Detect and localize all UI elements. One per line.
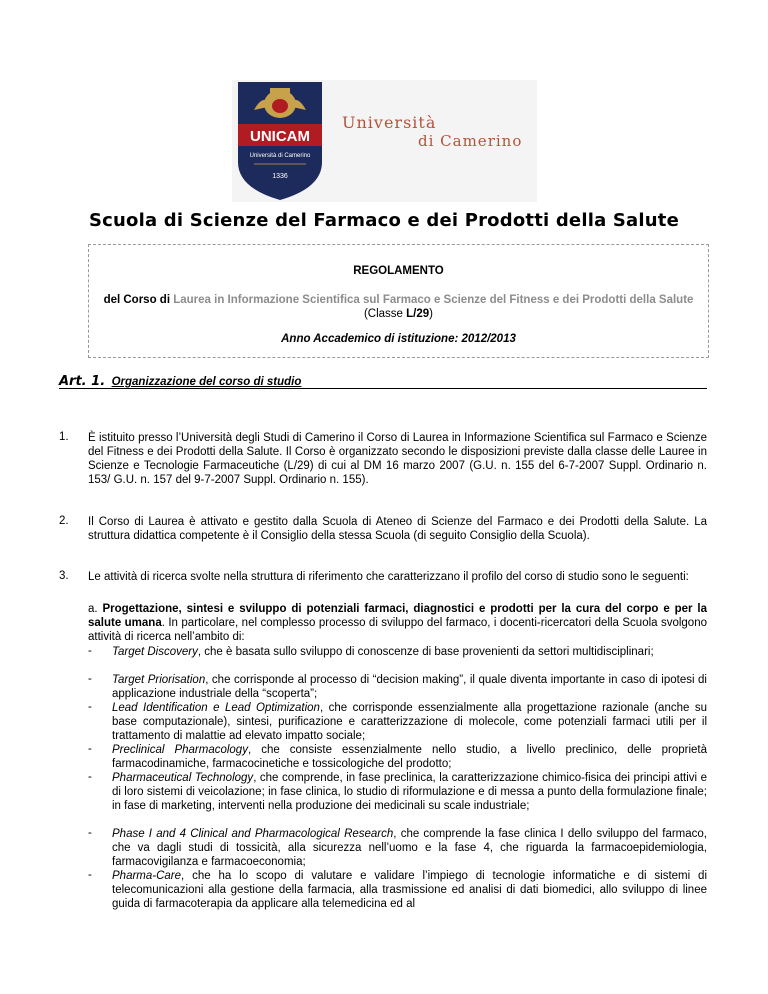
subsection-a [88,602,707,644]
article-title: Organizzazione del corso di studio [111,376,302,388]
item-text: , che corrisponde al processo di “decision making”, il quale diventa importante in caso di ipotesi di applicazione industriale della “scoperta”; [112,674,707,700]
subsection-bold-text: Progettazione, sintesi e sviluppo di potenziali farmaci, diagnostici e prodotti per la cura del corpo e per la salute umana [88,603,707,629]
article-heading [59,372,707,389]
list-item [112,673,707,701]
item-term: Preclinical Pharmacology [112,744,248,756]
list-dash: - [88,827,92,839]
item-text: , che è basata sullo sviluppo di conoscenze di base provenienti da settori multidisciplinari; [197,646,654,658]
unicam-shield-logo [234,80,326,202]
list-item [112,701,707,743]
course-name: Laurea in Informazione Scientifica sul Farmaco e Scienze del Fitness e dei Prodotti della Salute [173,294,694,306]
paragraph-number: 2. [59,515,69,527]
list-item [112,827,707,869]
item-text: , che corrisponde essenzialmente alla progettazione razionale (anche su base computazionale), sintesi, purificazione e caratterizzazione di molecole, come potenziali farmaci utili per il trattamento di malattie ad elevato impatto sociale; [112,702,708,742]
item-text: , che ha lo scopo di valutare e validare l’impiego di tecnologie informatiche e di sistemi di telecomunicazioni alla gestione della farmacia, alla trasmissione ed analisi di dati biomedici, allo sviluppo di linee guida di farmacoterapia da applicare alla telemedicina ed al [112,870,707,910]
list-dash: - [88,701,92,713]
shield-name: UNICAM [250,128,310,145]
item-text: , che consiste essenzialmente nello studio, a livello preclinico, delle proprietà farmacodinamiche, farmacocinetiche e tossicologiche del prodotto; [112,744,707,770]
paragraph-text: Le attività di ricerca svolte nella struttura di riferimento che caratterizzano il profilo del corso di studio sono le seguenti: [88,571,689,583]
regulation-box [88,244,709,358]
wordmark-line-2: di Camerino [418,132,523,150]
item-text: , che comprende la fase clinica I dello sviluppo del farmaco, che va dagli studi di tossicità, alla sicurezza nell’uomo e la fase 4, che riguarda la farmacoepidemiologia, farmacovigilanza e farmacoeconomia; [112,828,707,868]
list-dash: - [88,645,92,657]
class-close: ) [429,308,434,320]
class-open: (Classe [363,308,407,320]
course-line [99,293,698,321]
paragraph-number: 3. [59,570,69,582]
list-item [112,743,707,771]
paragraph-text: È istituito presso l’Università degli Studi di Camerino il Corso di Laurea in Informazione Scientifica sul Farmaco e Scienze del Fitness e dei Prodotti della Salute. Il Corso è organizzato secondo le disposizioni previste dalla classe delle Lauree in Scienze e Tecnologie Farmaceutiche (L/29) di cui al DM 16 marzo 2007 (G.U. n. 155 del 6-7-2007 Suppl. Ordinario n. 153/ G.U. n. 157 del 9-7-2007 Suppl. Ordinario n. 155). [88,432,707,486]
academic-year: Anno Accademico di istituzione: 2012/2013 [281,333,516,345]
list-item [112,869,707,911]
class-code: L/29 [406,308,430,320]
list-dash: - [88,869,92,881]
subsection-text: . In particolare, nel complesso processo di sviluppo del farmaco, i docenti-ricercatori della Scuola svolgono attività di ricerca nell’ambito di: [88,617,707,643]
subsection-label: a. [88,603,98,615]
list-dash: - [88,743,92,755]
list-item [112,771,707,813]
regulation-heading: REGOLAMENTO [353,265,444,277]
item-term: Pharmaceutical Technology [112,772,254,784]
shield-year: 1336 [272,173,288,180]
list-dash: - [88,771,92,783]
paragraph-number: 1. [59,431,69,443]
university-wordmark [338,112,534,152]
item-term: Target Priorisation [112,674,206,686]
school-title: Scuola di Scienze del Farmaco e dei Prodotti della Salute [89,210,679,231]
item-term: Pharma-Care [112,870,182,882]
list-dash: - [88,673,92,685]
paragraph-text: Il Corso di Laurea è attivato e gestito dalla Scuola di Ateneo di Scienze del Farmaco e dei Prodotti della Salute. La struttura didattica competente è il Consiglio della stessa Scuola (di seguito Consiglio della Scuola). [88,516,707,542]
item-term: Lead Identification e Lead Optimization [112,702,320,714]
wordmark-line-1: Università [342,113,437,132]
item-text: , che comprende, in fase preclinica, la caratterizzazione chimico-fisica dei principi attivi e di loro sistemi di veicolazione; in fase clinica, lo studio di riformulazione e di messa a punto della formulazione finale; in fase di marketing, interventi nella produzione dei medicinali su scale industriale; [112,772,708,812]
item-term: Phase I and 4 Clinical and Pharmacological Research [112,828,394,840]
course-prefix: del Corso di [103,294,171,306]
list-item [112,645,707,659]
article-number: Art. 1. [59,374,106,389]
item-term: Target Discovery [112,646,198,658]
shield-sub: Università di Camerino [249,153,311,159]
